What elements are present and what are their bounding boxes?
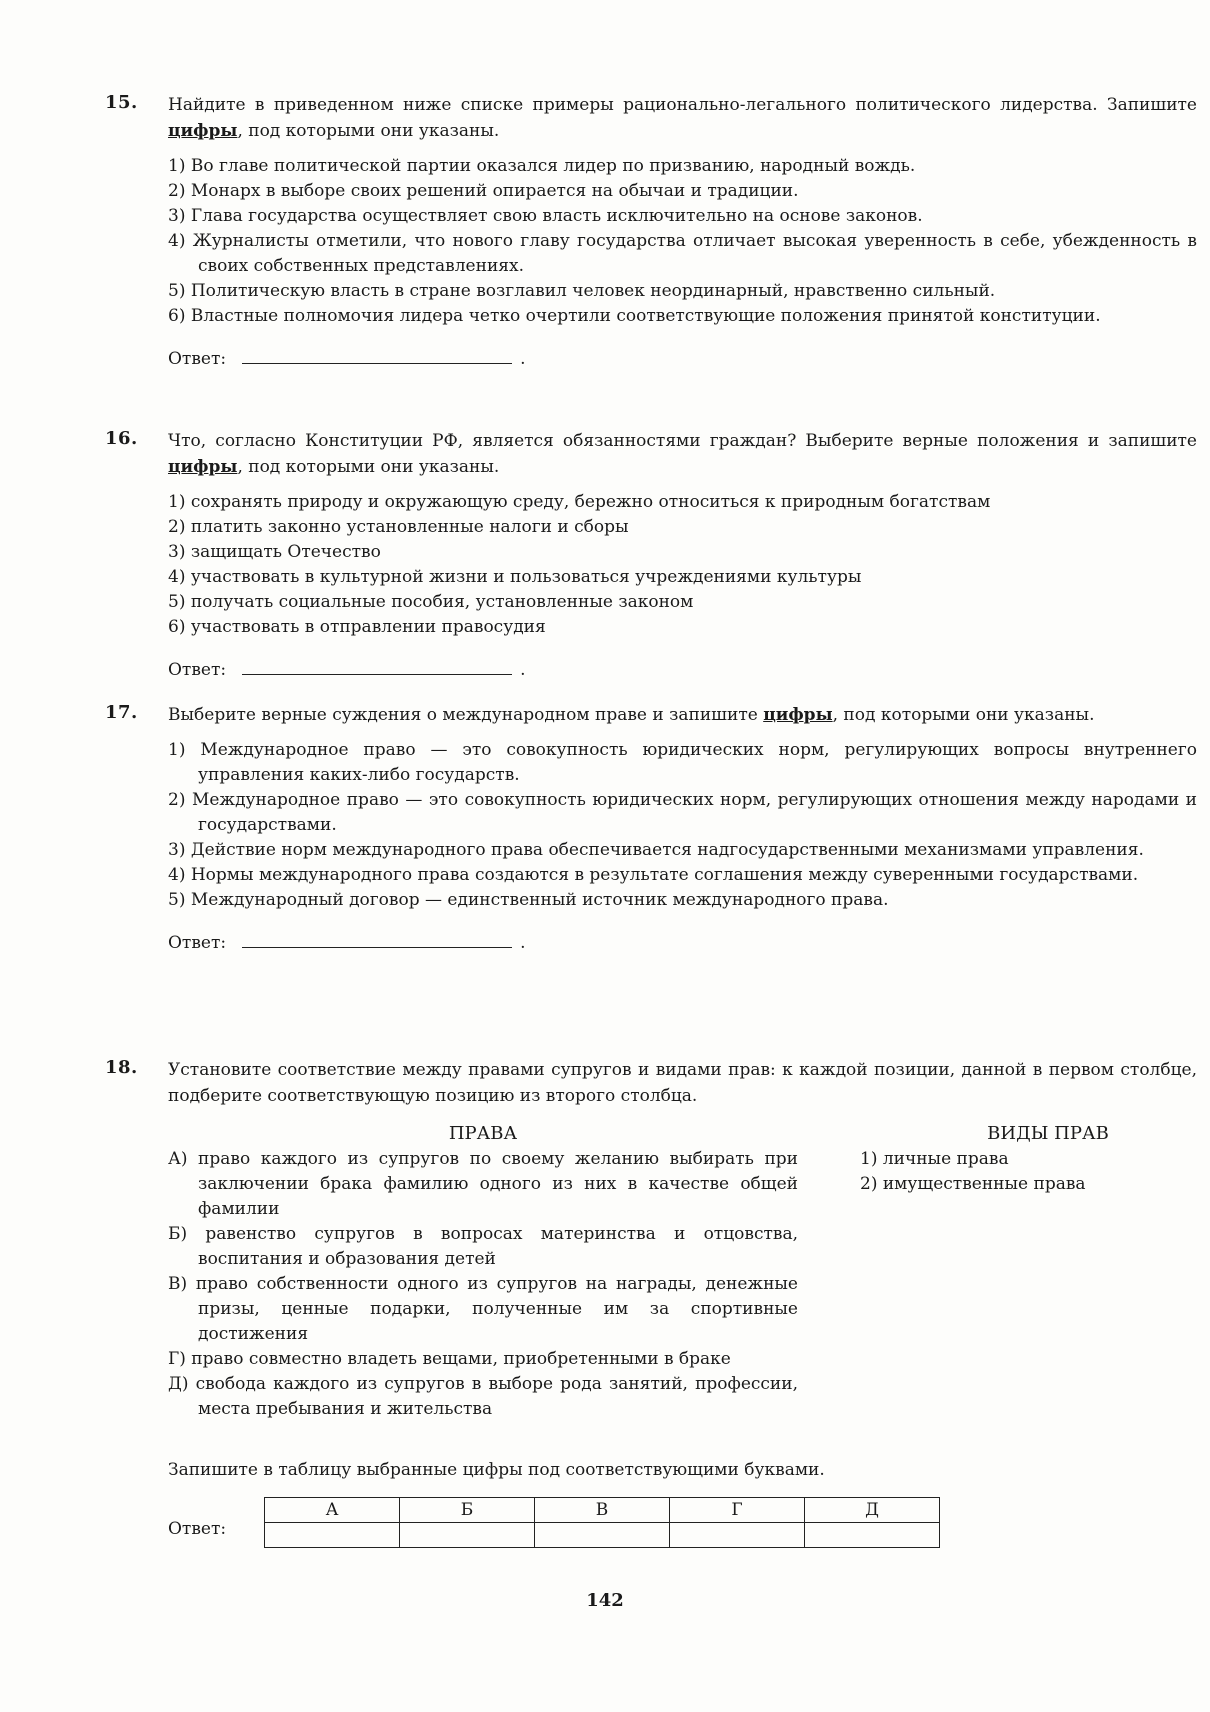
task-number: 18. xyxy=(105,1057,138,1078)
answer-table-row xyxy=(168,1497,1197,1557)
answer-label: Ответ: xyxy=(168,349,227,369)
answer-cell[interactable] xyxy=(265,1523,400,1548)
option-item: 4) Журналисты отметили, что нового главу государства отличает высокая уверенность в себе, убежденность в своих собственных представлениях. xyxy=(168,231,1197,276)
page-number: 142 xyxy=(586,1590,624,1611)
option-list xyxy=(168,154,1197,329)
answer-cell[interactable] xyxy=(400,1523,535,1548)
option-item: 3) защищать Отечество xyxy=(168,542,381,562)
option-list xyxy=(168,738,1197,913)
table-header-cell: Д xyxy=(805,1498,940,1523)
option-list xyxy=(168,490,1197,640)
task-number: 16. xyxy=(105,428,138,449)
answer-field[interactable] xyxy=(242,929,512,948)
answer-field[interactable] xyxy=(242,656,512,675)
rights-types-list xyxy=(858,1147,1210,1197)
rights-types-column xyxy=(858,1121,1210,1197)
answer-label: Ответ: xyxy=(168,660,227,680)
rights-type-item: 1) личные права xyxy=(860,1149,1009,1169)
task-stem: Установите соответствие между правами супругов и видами прав: к каждой позиции, данной в первом столбце, подберите соответствующую позицию из второго столбца. xyxy=(168,1060,1197,1106)
option-item: 2) платить законно установленные налоги и сборы xyxy=(168,517,629,537)
matching-columns xyxy=(168,1121,1197,1451)
rights-item: Г) право совместно владеть вещами, приобретенными в браке xyxy=(168,1349,731,1369)
option-item: 1) Во главе политической партии оказался лидер по призванию, народный вождь. xyxy=(168,156,916,176)
answer-label: Ответ: xyxy=(168,933,227,953)
task-17 xyxy=(105,702,1197,955)
answer-cell[interactable] xyxy=(670,1523,805,1548)
table-header-cell: А xyxy=(265,1498,400,1523)
task-16 xyxy=(105,428,1197,682)
rights-list xyxy=(168,1147,798,1422)
task-15 xyxy=(105,92,1197,371)
rights-type-item: 2) имущественные права xyxy=(860,1174,1086,1194)
answer-row: Ответ: . xyxy=(168,345,1197,371)
option-item: 5) Политическую власть в стране возглавил человек неординарный, нравственно сильный. xyxy=(168,281,996,301)
rights-item: Б) равенство супругов в вопросах материнства и отцовства, воспитания и образования детей xyxy=(168,1224,798,1269)
option-item: 4) Нормы международного права создаются в результате соглашения между суверенными государствами. xyxy=(168,865,1139,885)
option-item: 5) получать социальные пособия, установленные законом xyxy=(168,592,694,612)
rights-column xyxy=(168,1121,798,1422)
answer-row: Ответ: . xyxy=(168,656,1197,682)
column-header: ПРАВА xyxy=(448,1123,518,1144)
answer-cell[interactable] xyxy=(805,1523,940,1548)
answer-cell[interactable] xyxy=(535,1523,670,1548)
table-instruction: Запишите в таблицу выбранные цифры под соответствующими буквами. xyxy=(168,1460,825,1480)
table-header-cell: Г xyxy=(670,1498,805,1523)
column-header: ВИДЫ ПРАВ xyxy=(987,1123,1109,1144)
option-item: 4) участвовать в культурной жизни и пользоваться учреждениями культуры xyxy=(168,567,862,587)
answer-label: Ответ: xyxy=(168,1519,227,1539)
option-item: 6) участвовать в отправлении правосудия xyxy=(168,617,546,637)
task-stem: Найдите в приведенном ниже списке примеры рационально-легального политического лидерства. Запишите цифры, под которыми они указаны. xyxy=(168,95,1197,141)
answer-row: Ответ: . xyxy=(168,929,1197,955)
option-item: 2) Международное право — это совокупность юридических норм, регулирующих отношения между народами и государствами. xyxy=(168,790,1197,835)
task-number: 17. xyxy=(105,702,138,723)
table-header-cell: Б xyxy=(400,1498,535,1523)
option-item: 3) Глава государства осуществляет свою власть исключительно на основе законов. xyxy=(168,206,923,226)
task-stem: Что, согласно Конституции РФ, является обязанностями граждан? Выберите верные положения и запишите цифры, под которыми они указаны. xyxy=(168,431,1197,477)
task-18 xyxy=(105,1057,1197,1557)
option-item: 2) Монарх в выборе своих решений опирается на обычаи и традиции. xyxy=(168,181,799,201)
task-stem: Выберите верные суждения о международном праве и запишите цифры, под которыми они указаны. xyxy=(168,705,1095,725)
option-item: 1) Международное право — это совокупность юридических норм, регулирующих вопросы внутреннего управления каких-либо государств. xyxy=(168,740,1197,785)
option-item: 1) сохранять природу и окружающую среду, бережно относиться к природным богатствам xyxy=(168,492,991,512)
task-number: 15. xyxy=(105,92,138,113)
table-header-cell: В xyxy=(535,1498,670,1523)
rights-item: Д) свобода каждого из супругов в выборе рода занятий, профессии, места пребывания и жительства xyxy=(168,1374,798,1419)
option-item: 5) Международный договор — единственный источник международного права. xyxy=(168,890,889,910)
answer-table xyxy=(264,1497,940,1548)
option-item: 3) Действие норм международного права обеспечивается надгосударственными механизмами управления. xyxy=(168,840,1144,860)
rights-item: В) право собственности одного из супругов на награды, денежные призы, ценные подарки, полученные им за спортивные достижения xyxy=(168,1274,798,1344)
rights-item: А) право каждого из супругов по своему желанию выбирать при заключении брака фамилию одного из них в качестве общей фамилии xyxy=(168,1149,798,1219)
option-item: 6) Властные полномочия лидера четко очертили соответствующие положения принятой конституции. xyxy=(168,306,1101,326)
answer-field[interactable] xyxy=(242,345,512,364)
